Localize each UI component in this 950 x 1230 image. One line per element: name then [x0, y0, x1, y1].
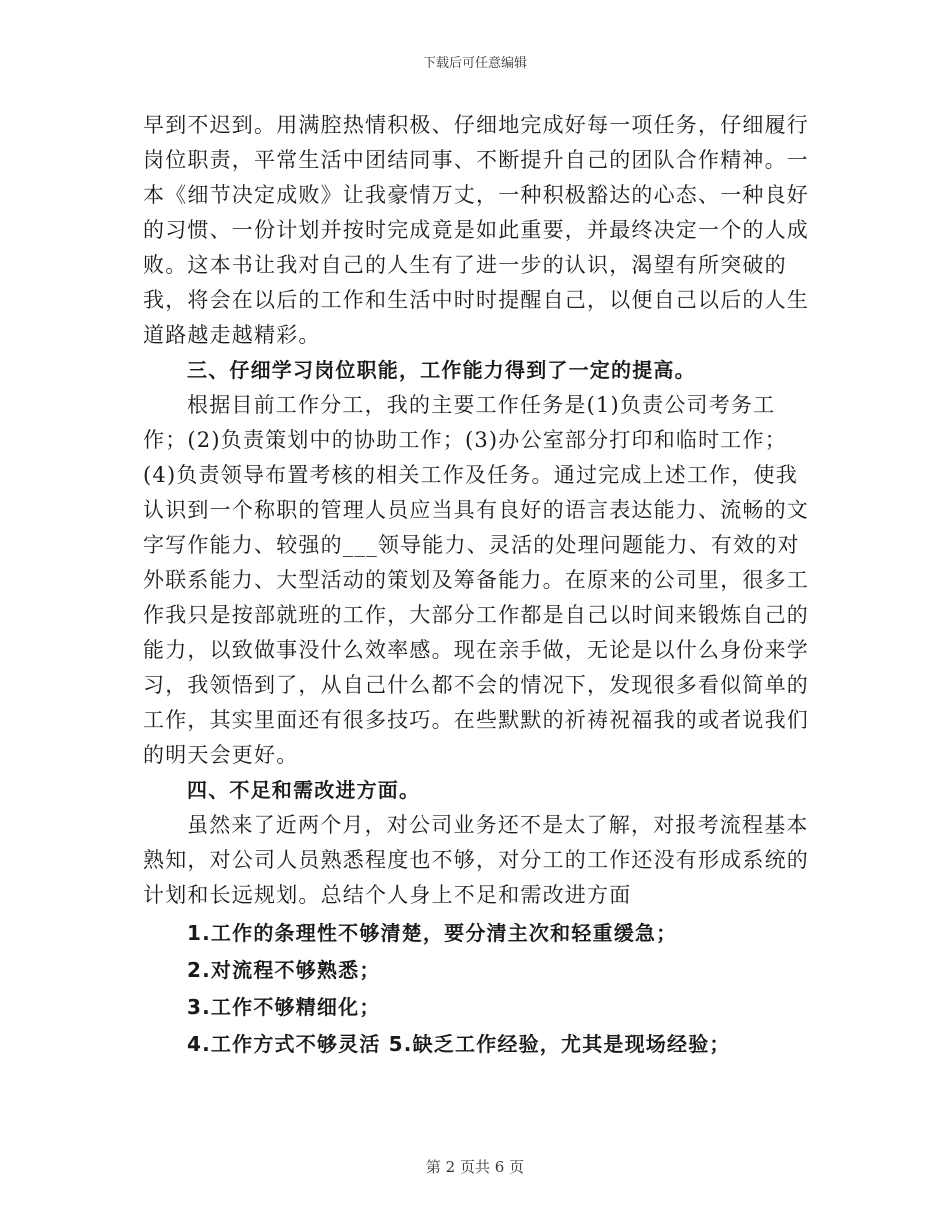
- section-heading-4: 四、不足和需改进方面。: [187, 778, 421, 802]
- improvement-list: [143, 915, 811, 1063]
- paragraph-continuation: 早到不迟到。用满腔热情积极、仔细地完成好每一项任务，仔细履行岗位职责，平常生活中团结同事、不断提升自己的团队合作精神。一本《细节决定成败》让我豪情万丈，一种积极豁达的心态、一种良好的习惯、一份计划并按时完成竟是如此重要，并最终决定一个的人成败。这本书让我对自己的人生有了进一步的认识，渴望有所突破的我，将会在以后的工作和生活中时时提醒自己，以便自己以后的人生道路越走越精彩。: [143, 113, 809, 347]
- list-item: 1.工作的条理性不够清楚，要分清主次和轻重缓急；: [187, 921, 678, 945]
- page-footer: 第 2 页共 6 页: [425, 1158, 525, 1176]
- list-item: 4.工作方式不够灵活 5.缺乏工作经验，尤其是现场经验；: [187, 1032, 731, 1056]
- paragraph-duties: 根据目前工作分工，我的主要工作任务是(1)负责公司考务工作；(2)负责策划中的协助工作；(3)办公室部分打印和临时工作；(4)负责领导布置考核的相关工作及任务。通过完成上述工作，使我认识到一个称职的管理人员应当具有良好的语言表达能力、流畅的文字写作能力、较强的___领导能力、灵活的处理问题能力、有效的对外联系能力、大型活动的策划及筹备能力。在原来的公司里，很多工作我只是按部就班的工作，大部分工作都是自己以时间来锻炼自己的能力，以致做事没什么效率感。现在亲手做，无论是以什么身份来学习，我领悟到了，从自己什么都不会的情况下，发现很多看似简单的工作，其实里面还有很多技巧。在些默默的祈祷祝福我的或者说我们的明天会更好。: [143, 393, 809, 767]
- page-header: 下载后可任意编辑: [422, 56, 527, 71]
- paragraph-shortcomings: 虽然来了近两个月，对公司业务还不是太了解，对报考流程基本熟知，对公司人员熟悉程度也不够，对分工的工作还没有形成系统的计划和长远规划。总结个人身上不足和需改进方面: [143, 813, 809, 907]
- section-heading-3: 三、仔细学习岗位职能，工作能力得到了一定的提高。: [187, 358, 696, 382]
- list-item: 3.工作不够精细化；: [187, 995, 381, 1019]
- document-body: [143, 108, 811, 1063]
- list-item: 2.对流程不够熟悉；: [187, 958, 381, 982]
